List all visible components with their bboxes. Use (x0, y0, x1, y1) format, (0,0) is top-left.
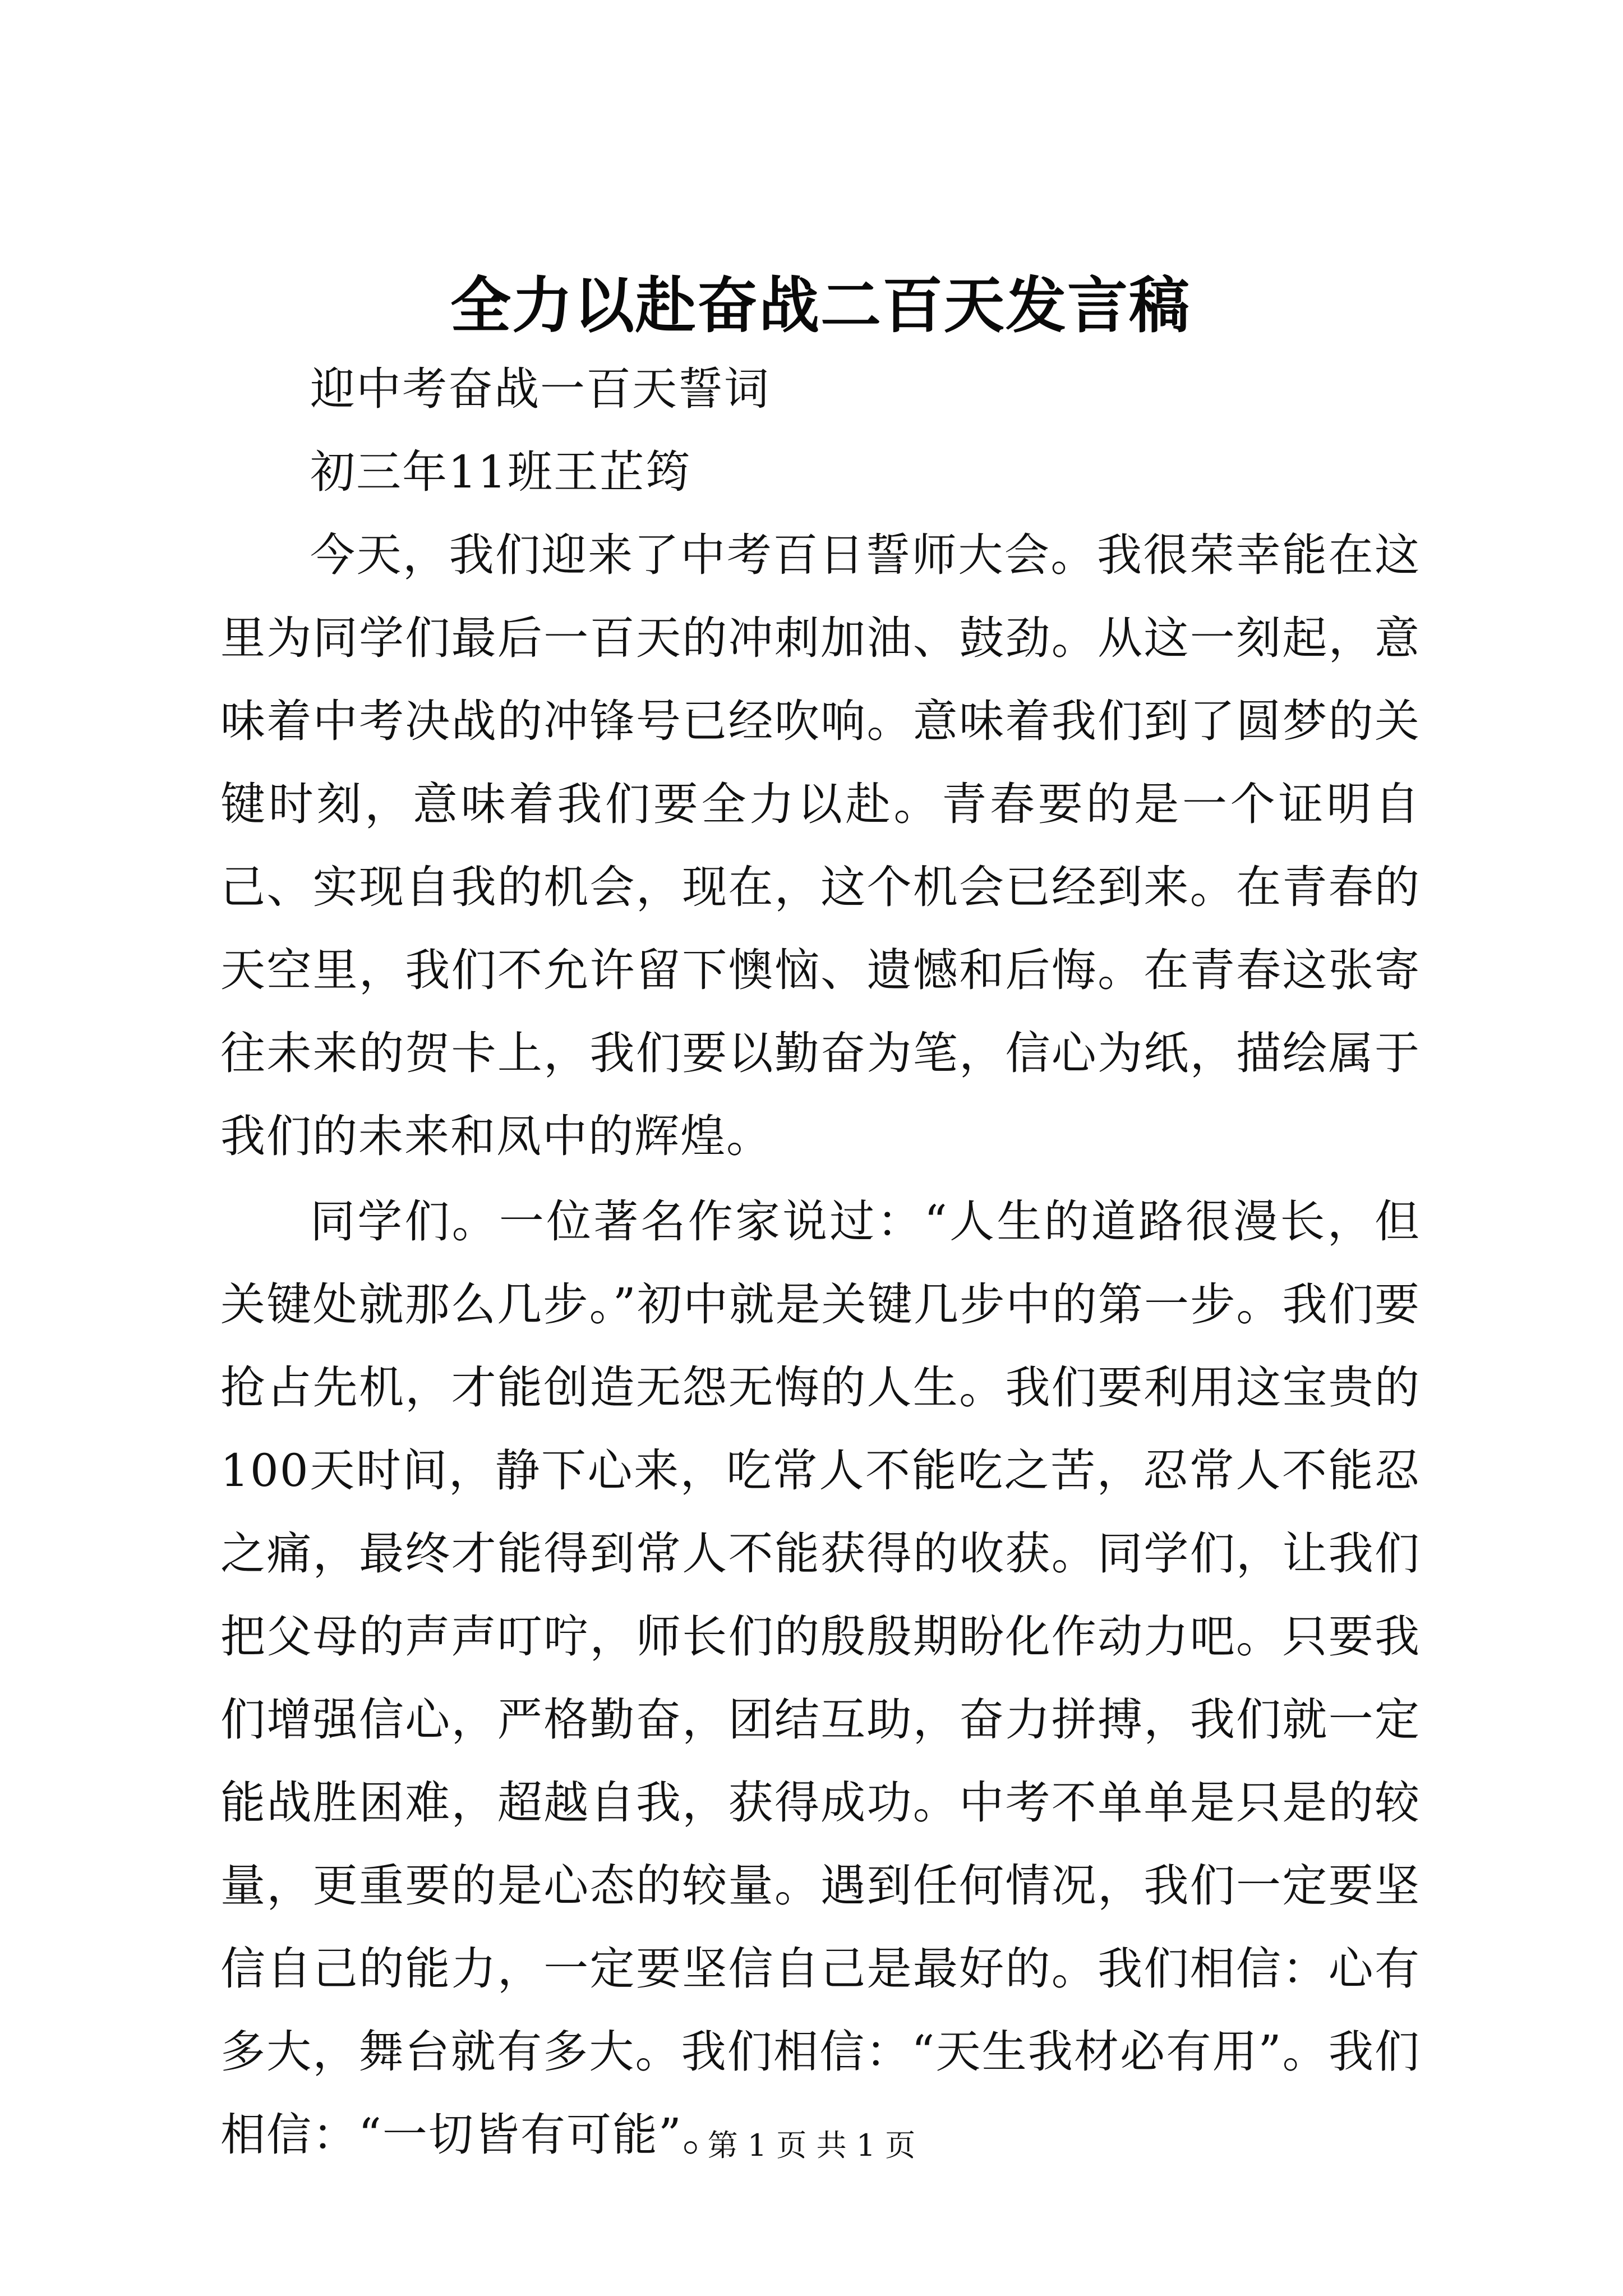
page-footer: 第 1 页 共 1 页 (707, 2128, 916, 2163)
author-line: 初三年11班王芷筠 (310, 446, 691, 498)
paragraph-1: 今天，我们迎来了中考百日誓师大会。我很荣幸能在这里为同学们最后一百天的冲刺加油、鼓劲。从这一刻起，意味着中考决战的冲锋号已经吹响。意味着我们到了圆梦的关键时刻，意味着我们要全力以赴。青春要的是一个证明自己、实现自我的机会，现在，这个机会已经到来。在青春的天空里，我们不允许留下懊恼、遗憾和后悔。在青春这张寄往未来的贺卡上，我们要以勤奋为笔，信心为纸，描绘属于我们的未来和凤中的辉煌。 (220, 529, 1421, 1162)
document-body (220, 264, 1421, 2177)
document-subtitle: 迎中考奋战一百天誓词 (310, 363, 770, 415)
paragraph-2: 同学们。一位著名作家说过：“人生的道路很漫长，但关键处就那么几步。”初中就是关键几步中的第一步。我们要抢占先机，才能创造无怨无悔的人生。我们要利用这宝贵的100天时间，静下心来，吃常人不能吃之苦，忍常人不能忍之痛，最终才能得到常人不能获得的收获。同学们，让我们把父母的声声叮咛，师长们的殷殷期盼化作动力吧。只要我们增强信心，严格勤奋，团结互助，奋力拼搏，我们就一定能战胜困难，超越自我，获得成功。中考不单单是只是的较量，更重要的是心态的较量。遇到任何情况，我们一定要坚信自己的能力，一定要坚信自己是最好的。我们相信：心有多大，舞台就有多大。我们相信：“天生我材必有用”。我们相信：“一切皆有可能”。 (220, 1195, 1421, 2161)
document-title: 全力以赴奋战二百天发言稿 (450, 270, 1191, 341)
